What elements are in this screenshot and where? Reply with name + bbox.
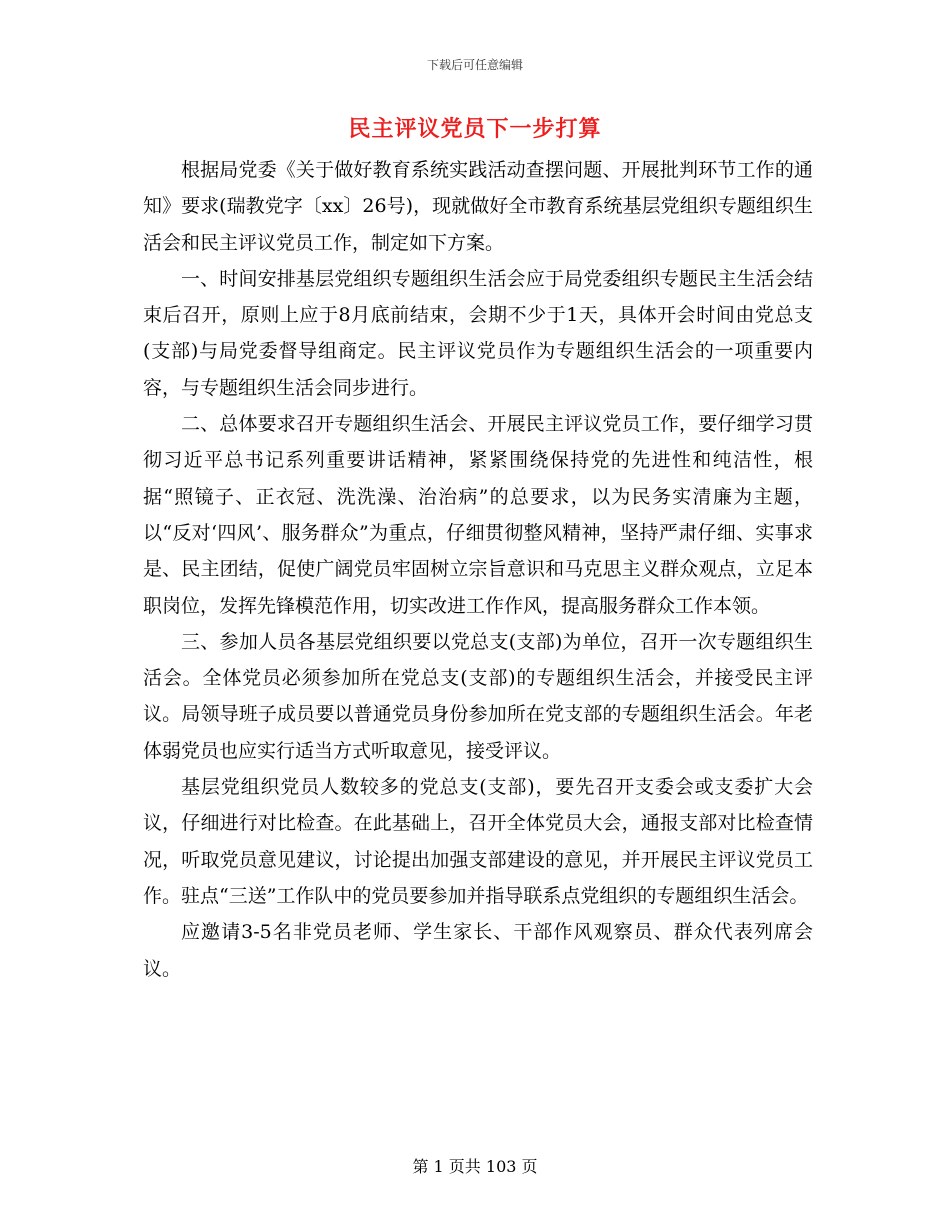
paragraph-branch-meetings: 基层党组织党员人数较多的党总支(支部)，要先召开支委会或支委扩大会议，仔细进行对比检查。在此基础上，召开全体党员大会，通报支部对比检查情况，听取党员意见建议，讨论提出加强支部建设的意见，并开展民主评议党员工作。驻点“三送”工作队中的党员要参加并指导联系点党组织的专题组织生活会。	[143, 776, 813, 907]
paragraph-participants: 三、参加人员各基层党组织要以党总支(支部)为单位，召开一次专题组织生活会。全体党员必须参加所在党总支(支部)的专题组织生活会，并接受民主评议。局领导班子成员要以普通党员身份参加所在党支部的专题组织生活会。年老体弱党员也应实行适当方式听取意见，接受评议。	[143, 630, 813, 762]
page-header: 下载后可任意编辑	[426, 58, 523, 72]
paragraph-intro: 根据局党委《关于做好教育系统实践活动查摆问题、开展批判环节工作的通知》要求(瑞教党字〔xx〕26号)，现就做好全市教育系统基层党组织专题组织生活会和民主评议党员工作，制定如下方案。	[143, 159, 813, 254]
paragraph-time-arrangement: 一、时间安排基层党组织专题组织生活会应于局党委组织专题民主生活会结束后召开，原则上应于8月底前结束，会期不少于1天，具体开会时间由党总支(支部)与局党委督导组商定。民主评议党员作为专题组织生活会的一项重要内容，与专题组织生活会同步进行。	[143, 267, 813, 399]
paragraph-invitees: 应邀请3-5名非党员老师、学生家长、干部作风观察员、群众代表列席会议。	[143, 921, 813, 980]
paragraph-general-requirements: 二、总体要求召开专题组织生活会、开展民主评议党员工作，要仔细学习贯彻习近平总书记系列重要讲话精神，紧紧围绕保持党的先进性和纯洁性，根据“照镜子、正衣冠、洗洗澡、治治病”的总要求，以为民务实清廉为主题，以“反对‘四风’、服务群众”为重点，仔细贯彻整风精神，坚持严肃仔细、实事求是、民主团结，促使广阔党员牢固树立宗旨意识和马克思主义群众观点，立足本职岗位，发挥先锋模范作用，切实改进工作作风，提高服务群众工作本领。	[143, 413, 813, 617]
document-body	[143, 152, 813, 987]
page-footer: 第 1 页共 103 页	[412, 1157, 538, 1176]
document-title: 民主评议党员下一步打算	[348, 116, 602, 142]
